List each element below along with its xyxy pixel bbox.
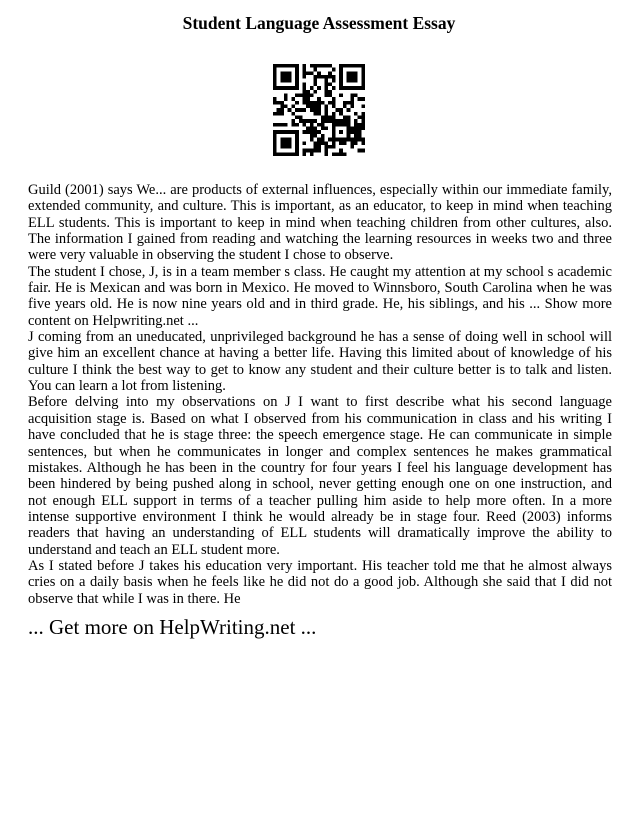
paragraph: Before delving into my observations on J I want to first describe what his second language acquisition stage is. Based on what I observed from his communication in class and his writing I have concluded that he is stage three: the speech emergence stage. He can communicate in simple sentences, but when he communicates in longer and complex sentences he makes grammatical mistakes. Although he has been in the country for four years I feel his language development has been hindered by being pushed along in school, never getting enough one on one instruction, and not enough ELL support in terms of a teacher pulling him aside to help more often. In a more intense supportive environment I think he would already be in stage four. Reed (2003) informs readers that having an understanding of ELL students will dramatically improve the ability to understand and teach an ELL student more. (28, 394, 612, 558)
paragraph: The student I chose, J, is in a team member s class. He caught my attention at my school s academic fair. He is Mexican and was born in Mexico. He moved to Winnsboro, South Carolina when he was five years old. He is now nine years old and in third grade. He, his siblings, and his ... Show more content on Helpwriting.net ... (28, 263, 612, 329)
qr-code-icon (273, 64, 365, 156)
paragraph: As I stated before J takes his education very important. His teacher told me that he almost always cries on a daily basis when he feels like he did not do a good job. Although she said that I did not observe that while I was in there. He (28, 557, 612, 607)
get-more-link[interactable]: ... Get more on HelpWriting.net ... (28, 615, 317, 639)
paragraph: J coming from an uneducated, unprivileged background he has a sense of doing well in school will give him an excellent chance at having a better life. Having this limited about of knowledge of his culture I think the best way to get to know any student and their culture better is to talk and listen. You can learn a lot from listening. (28, 329, 612, 395)
paragraph: Guild (2001) says We... are products of external influences, especially within our immediate family, extended community, and culture. This is important, as an educator, to keep in mind when teaching ELL students. This is important to keep in mind when teaching children from other cultures, also. The information I gained from reading and watching the learning resources in weeks two and three were very valuable in observing the student I chose to observe. (28, 182, 612, 264)
essay-body (28, 182, 612, 607)
page-title: Student Language Assessment Essay (182, 13, 456, 33)
